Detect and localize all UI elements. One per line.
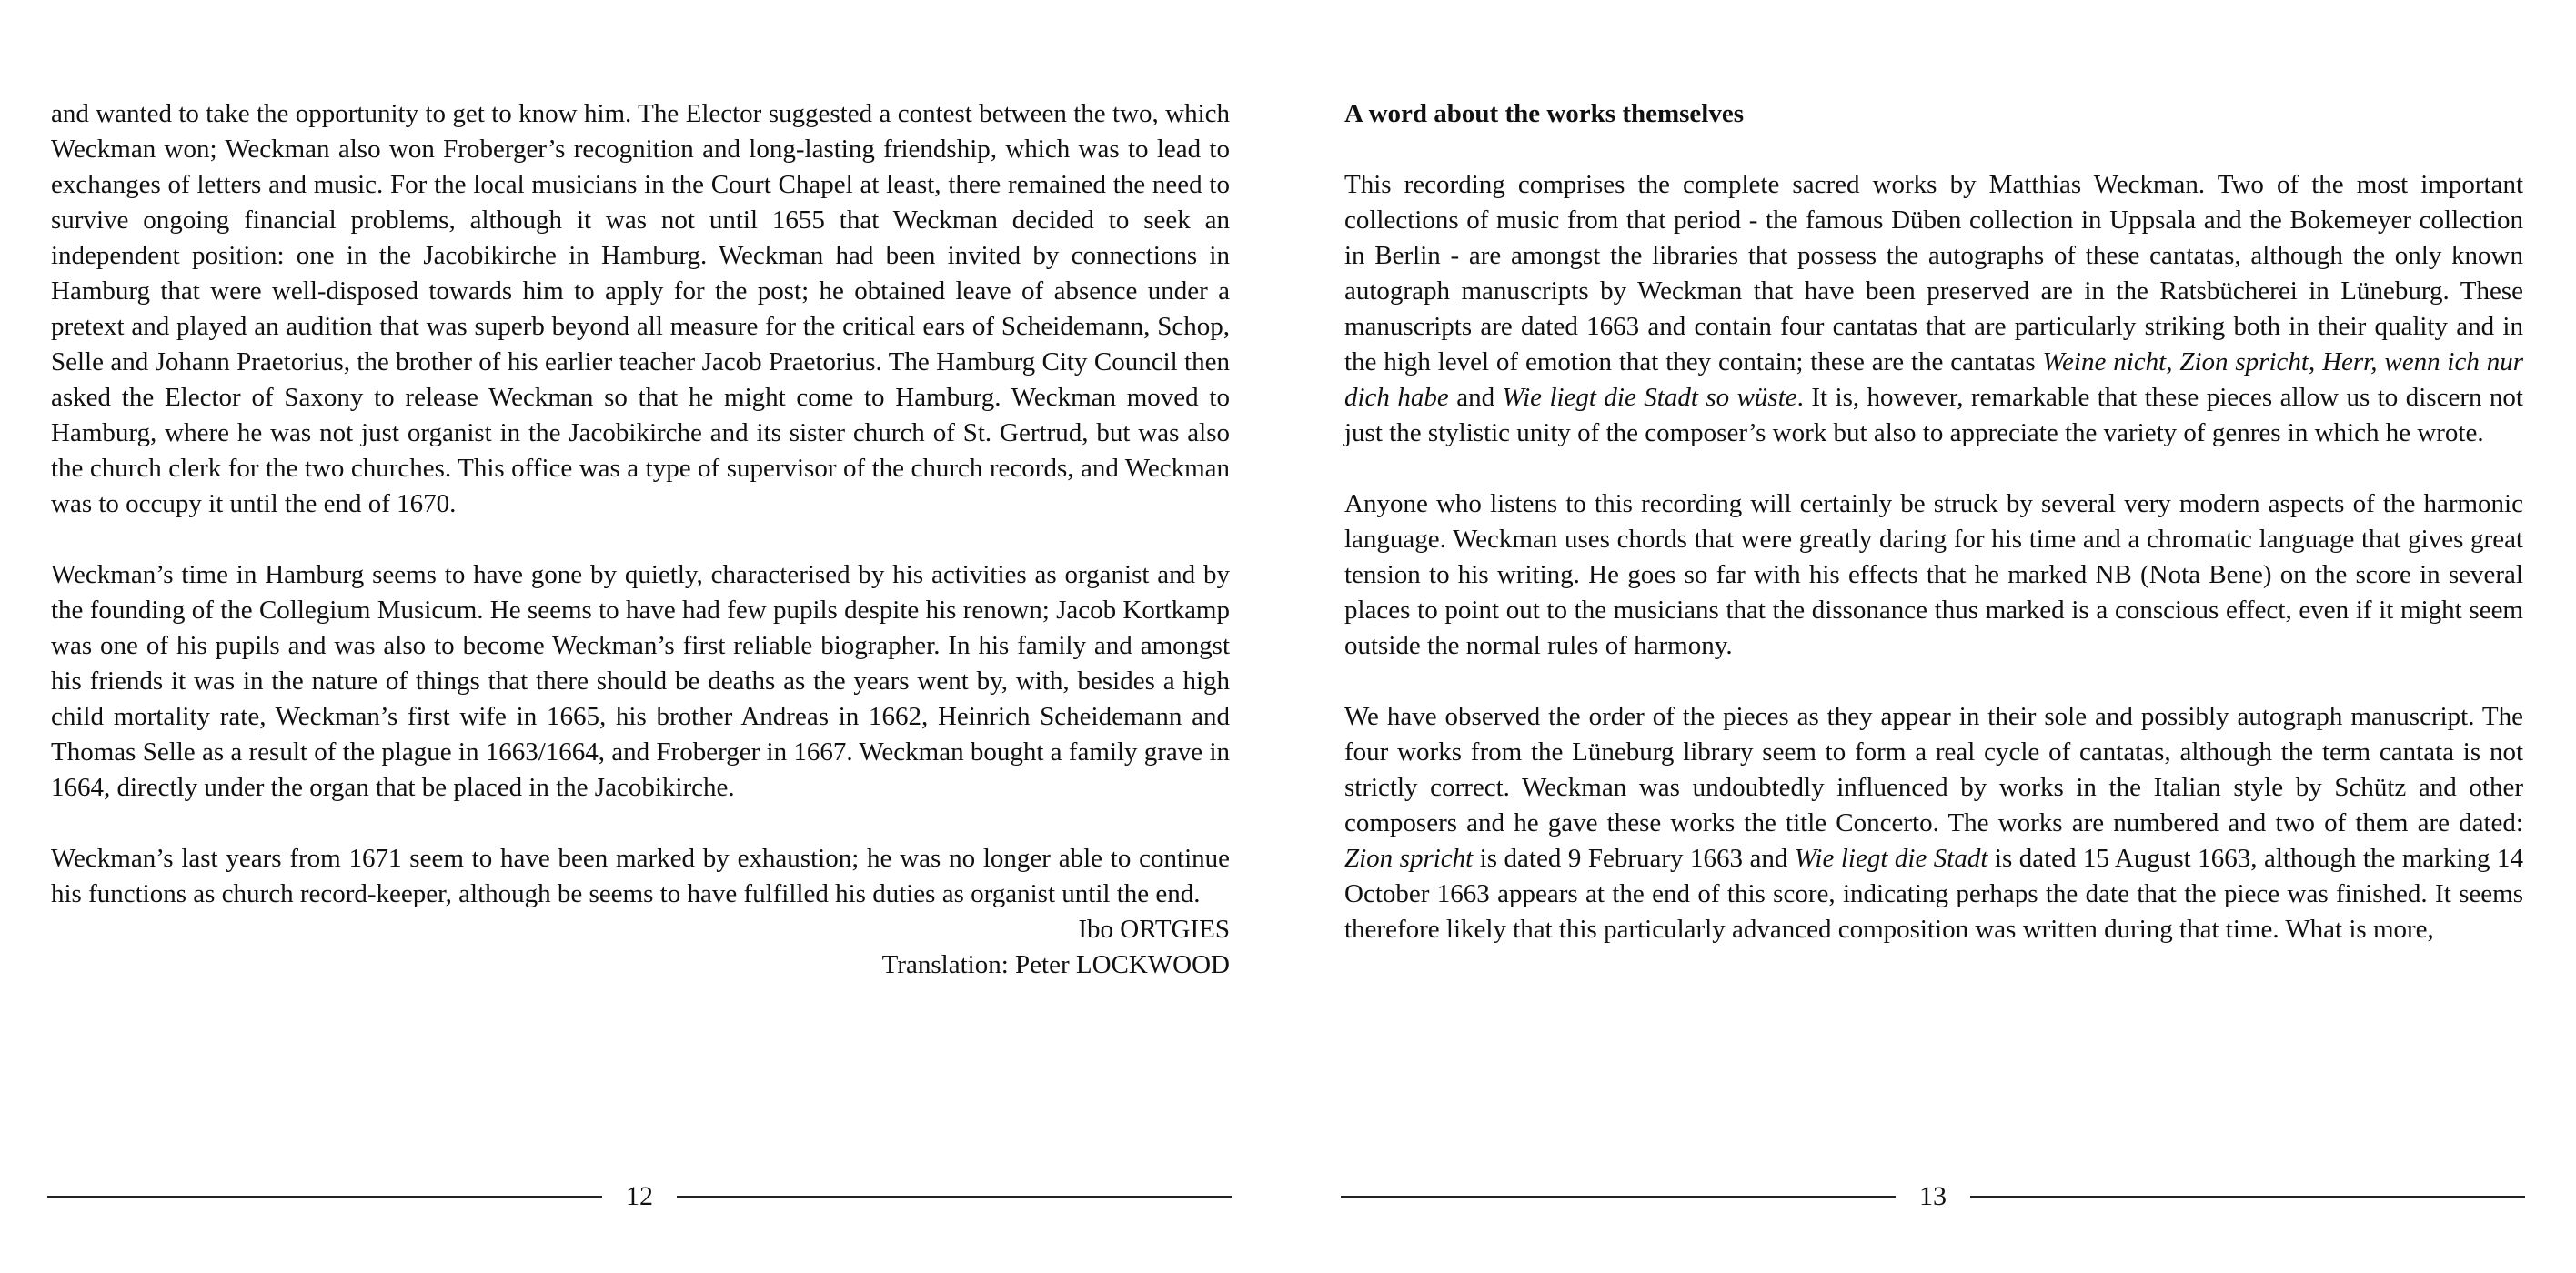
paragraph: and wanted to take the opportunity to get to know him. The Elector suggested a contest between the two, which Weckman won; Weckman also won Froberger’s recognition and long-lasting friendship, which was to lead to exchanges of letters and music. For the local musicians in the Court Chapel at least, there remained the need to survive ongoing financial problems, although it was not until 1655 that Weckman decided to seek an independent position: one in the Jacobikirche in Hamburg. Weckman had been invited by connections in Hamburg that were well-disposed towards him to apply for the post; he obtained leave of absence under a pretext and played an audition that was superb beyond all measure for the critical ears of Scheidemann, Schop, Selle and Johann Praetorius, the brother of his earlier teacher Jacob Praetorius. The Hamburg City Council then asked the Elector of Saxony to release Weckman so that he might come to Hamburg. Weckman moved to Hamburg, where he was not just organist in the Jacobikirche and its sister church of St. Gertrud, but was also the church clerk for the two churches. This office was a type of supervisor of the church records, and Weckman was to occupy it until the end of 1670. bbox=[51, 99, 1230, 518]
author-signature: Ibo ORTGIES bbox=[1078, 915, 1230, 944]
page-number: 13 bbox=[1919, 1181, 1947, 1211]
left-text-column bbox=[51, 96, 1230, 983]
translator-credit: Translation: Peter LOCKWOOD bbox=[881, 950, 1230, 979]
text-run: , bbox=[2308, 347, 2323, 376]
text-run: We have observed the order of the pieces as they appear in their sole and possibly autograph manuscript. The four works from the Lüneburg library seem to form a real cycle of cantatas, although the term cantata is not strictly correct. Weckman was undoubtedly influenced by works in the Italian style by Schütz and other composers and he gave these works the title Concerto. The works are numbered and two of them are dated: bbox=[1344, 702, 2523, 837]
paragraph: Anyone who listens to this recording will certainly be struck by several very modern aspects of the harmonic language. Weckman uses chords that were greatly daring for his time and a chromatic language that gives great tension to his writing. He goes so far with his effects that he marked NB (Nota Bene) on the score in several places to point out to the musicians that the dissonance thus marked is a conscious effect, even if it might seem outside the normal rules of harmony. bbox=[1344, 489, 2523, 660]
work-title: Weine nicht bbox=[2042, 347, 2167, 376]
paragraph bbox=[1344, 699, 2523, 947]
paragraph: Weckman’s last years from 1671 seem to have been marked by exhaustion; he was no longer able to continue his functions as church record-keeper, although be seems to have fulfilled his duties as organist until the end. bbox=[51, 844, 1230, 908]
footer-rule bbox=[677, 1196, 1232, 1198]
work-title: Zion spricht bbox=[2179, 347, 2309, 376]
work-title: Herr, wenn ich nur dich habe bbox=[1344, 347, 2524, 412]
paragraph: Weckman’s time in Hamburg seems to have gone by quietly, characterised by his activities as organist and by the founding of the Collegium Musicum. He seems to have had few pupils despite his renown; Jacob Kortkamp was one of his pupils and was also to become Weckman’s first reliable biographer. In his family and amongst his friends it was in the nature of things that there should be deaths as the years went by, with, besides a high child mortality rate, Weckman’s first wife in 1665, his brother Andreas in 1662, Heinrich Scheidemann and Thomas Selle as a result of the plague in 1663/1664, and Froberger in 1667. Weckman bought a family grave in 1664, directly under the organ that be placed in the Jacobikirche. bbox=[51, 560, 1230, 802]
text-run: . It is, however, remarkable that these pieces allow us to discern not just the stylistic unity of the composer’s work but also to appreciate the variety of genres in which he wrote. bbox=[1344, 383, 2523, 447]
right-text-column bbox=[1344, 96, 2523, 947]
right-page bbox=[1288, 0, 2576, 1273]
page-footer bbox=[1341, 1178, 2525, 1215]
footer-rule bbox=[1341, 1196, 1896, 1198]
text-run: This recording comprises the complete sacred works by Matthias Weckman. Two of the most important collections of music from that period - the famous Düben collection in Uppsala and the Bokemeyer collection in Berlin - are amongst the libraries that possess the autographs of these cantatas, although the only known autograph manuscripts by Weckman that have been preserved are in the Ratsbücherei in Lüneburg. These manuscripts are dated 1663 and contain four cantatas that are particularly striking both in their quality and in the high level of emotion that they contain; these are the cantatas bbox=[1344, 170, 2523, 376]
page-footer bbox=[47, 1178, 1232, 1215]
text-run: is dated 9 February 1663 and bbox=[1473, 844, 1795, 873]
work-title: Wie liegt die Stadt bbox=[1794, 844, 1988, 873]
text-run: is dated 15 August 1663, although the marking 14 October 1663 appears at the end of this score, indicating perhaps the date that the piece was finished. It seems therefore likely that this particularly advanced composition was written during that time. What is more, bbox=[1344, 844, 2523, 944]
paragraph bbox=[1344, 167, 2523, 451]
footer-rule bbox=[47, 1196, 602, 1198]
page-number: 12 bbox=[626, 1181, 653, 1211]
work-title: Wie liegt die Stadt so wüste bbox=[1502, 383, 1797, 412]
text-run: , bbox=[2166, 347, 2180, 376]
section-heading: A word about the works themselves bbox=[1344, 99, 1745, 128]
text-run: and bbox=[1448, 383, 1503, 412]
work-title: Zion spricht bbox=[1344, 844, 1474, 873]
footer-rule bbox=[1970, 1196, 2525, 1198]
